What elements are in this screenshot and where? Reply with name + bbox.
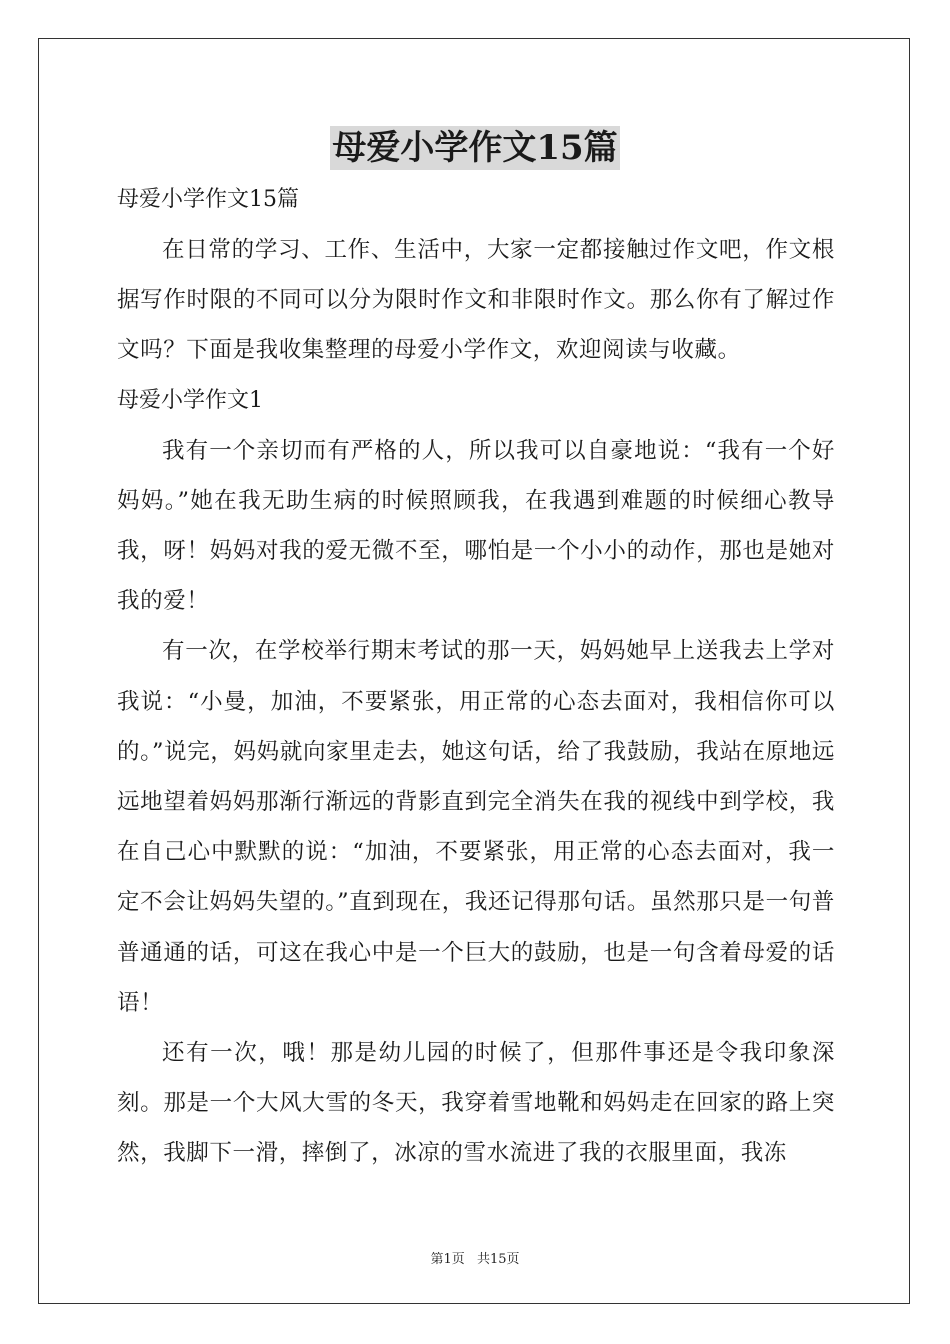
title-container xyxy=(0,126,950,170)
body-paragraph-2: 有一次，在学校举行期末考试的那一天，妈妈她早上送我去上学对我说：“小曼，加油，不要紧张，用正常的心态去面对，我相信你可以的。”说完，妈妈就向家里走去，她这句话，给了我鼓励，我站在原地远远地望着妈妈那渐行渐远的背影直到完全消失在我的视线中到学校，我在自己心中默默的说：“加油，不要紧张，用正常的心态去面对，我一定不会让妈妈失望的。”直到现在，我还记得那句话。虽然那只是一句普普通通的话，可这在我心中是一个巨大的鼓励，也是一句含着母爱的话语！ xyxy=(117,638,835,1016)
document-title: 母爱小学作文15篇 xyxy=(332,128,618,168)
intro-paragraph: 在日常的学习、工作、生活中，大家一定都接触过作文吧，作文根据写作时限的不同可以分为限时作文和非限时作文。那么你有了解过作文吗？下面是我收集整理的母爱小学作文，欢迎阅读与收藏。 xyxy=(117,237,835,364)
body-paragraph-1: 我有一个亲切而有严格的人，所以我可以自豪地说：“我有一个好妈妈。”她在我无助生病的时候照顾我，在我遇到难题的时候细心教导我，呀！妈妈对我的爱无微不至，哪怕是一个小小的动作，那也是她对我的爱！ xyxy=(117,437,835,615)
page-total: 共15页 xyxy=(476,1252,520,1267)
document-body xyxy=(117,175,835,1179)
page-number: 第1页 xyxy=(430,1252,465,1267)
document-subtitle: 母爱小学作文15篇 xyxy=(117,187,299,212)
section-heading: 母爱小学作文1 xyxy=(117,387,263,413)
page-footer xyxy=(0,1248,950,1267)
body-paragraph-3: 还有一次，哦！那是幼儿园的时候了，但那件事还是令我印象深刻。那是一个大风大雪的冬天，我穿着雪地靴和妈妈走在回家的路上突然，我脚下一滑，摔倒了，冰凉的雪水流进了我的衣服里面，我冻 xyxy=(117,1040,835,1167)
